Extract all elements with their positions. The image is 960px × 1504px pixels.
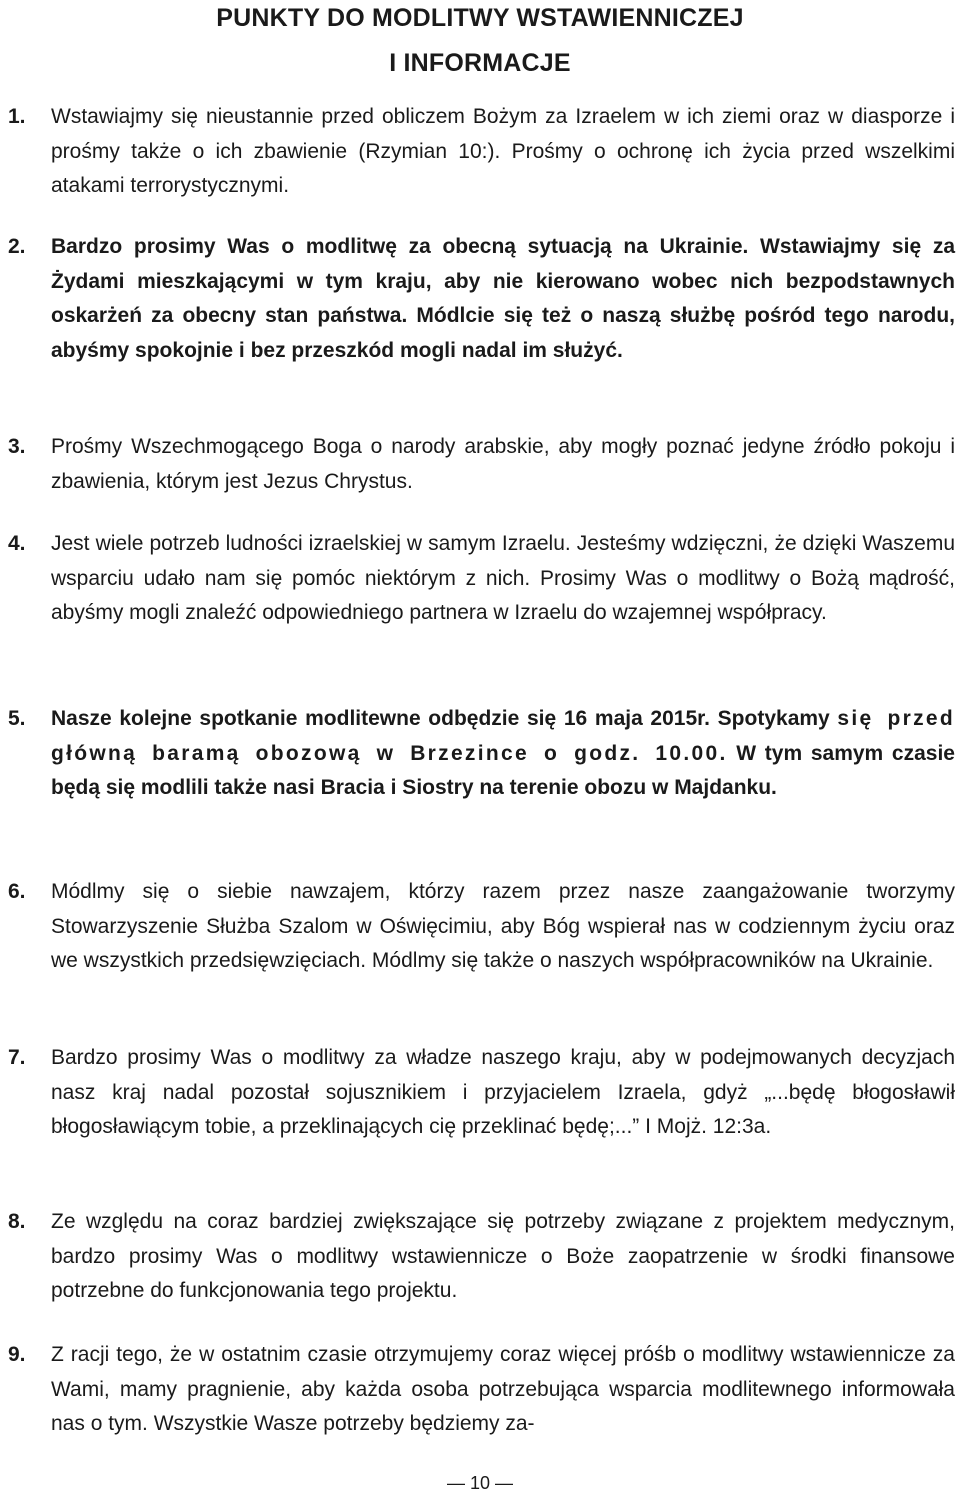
item-number: 8.	[8, 1210, 26, 1233]
item-text	[51, 702, 955, 806]
item-text-part-1: Nasze kolejne spotkanie modlitewne odbędzie się 16 maja 2015r. Spotykamy	[51, 707, 830, 730]
item-number: 9.	[8, 1343, 26, 1366]
page-subtitle: I INFORMACJE	[389, 49, 571, 77]
item-text: Jest wiele potrzeb ludności izraelskiej w samym Izraelu. Jesteśmy wdzięczni, że dzięki Waszemu wsparciu udało nam się pomóc niektórym z nich. Prosimy Was o modlitwy o Bożą mądrość, abyśmy mogli znaleźć odpowiedniego partnera w Izraelu do wzajemnej współpracy.	[51, 532, 955, 624]
item-number: 4.	[8, 532, 26, 555]
item-text: Bardzo prosimy Was o modlitwę za obecną sytuacją na Ukrainie. Wstawiajmy się za Żydami mieszkającymi w tym kraju, aby nie kierowano wobec nich bezpodstawnych oskarżeń za obecny stan państwa. Módlcie się też o naszą służbę pośród tego narodu, abyśmy spokojnie i bez przeszkód mogli nadal im służyć.	[51, 235, 955, 362]
item-text: Ze względu na coraz bardziej zwiększające się potrzeby związane z projektem medycznym, bardzo prosimy Was o modlitwy wstawiennicze o Boże zaopatrzenie w środki finansowe potrzebne do funkcjonowania tego projektu.	[51, 1210, 955, 1302]
item-text: Z racji tego, że w ostatnim czasie otrzymujemy coraz więcej próśb o modlitwy wstawiennicze za Wami, mamy pragnienie, aby każda osoba potrzebująca wsparcia modlitewnego informowała nas o tym. Wszystkie Wasze potrzeby będziemy za-	[51, 1343, 955, 1435]
item-text: Módlmy się o siebie nawzajem, którzy razem przez nasze zaangażowanie tworzymy Stowarzyszenie Służba Szalom w Oświęcimiu, aby Bóg wspierał nas w codziennym życiu oraz we wszystkich przedsięwzięciach. Módlmy się także o naszych współpracowników na Ukrainie.	[51, 880, 955, 972]
item-text-part-2: się przed główną baramą obozową w Brzezince o godz. 10.00.	[51, 707, 955, 765]
item-number: 2.	[8, 235, 26, 258]
page-number: — 10 —	[446, 1473, 514, 1493]
item-text: Wstawiajmy się nieustannie przed obliczem Bożym za Izraelem w ich ziemi oraz w diasporze i prośmy także o ich zbawienie (Rzymian 10:). Prośmy o ochronę ich życia przed wszelkimi atakami terrorystycznymi.	[51, 105, 955, 197]
item-number: 6.	[8, 880, 26, 903]
item-text-part-3: W tym samym czasie będą się modlili także nasi Bracia i Siostry na terenie obozu w Majdanku.	[51, 741, 955, 799]
item-number: 7.	[8, 1046, 26, 1069]
item-text: Bardzo prosimy Was o modlitwy za władze naszego kraju, aby w podejmowanych decyzjach nasz kraj nadal pozostał sojusznikiem i przyjacielem Izraela, gdyż „...będę błogosławił błogosławiącym tobie, a przeklinających cię przeklinać będę;...” I Mojż. 12:3a.	[51, 1046, 955, 1138]
item-number: 3.	[8, 435, 26, 458]
page-title: PUNKTY DO MODLITWY WSTAWIENNICZEJ	[216, 4, 744, 32]
item-text: Prośmy Wszechmogącego Boga o narody arabskie, aby mogły poznać jedyne źródło pokoju i zbawienia, którym jest Jezus Chrystus.	[51, 435, 955, 493]
item-number: 5.	[8, 707, 26, 730]
item-number: 1.	[8, 105, 26, 128]
